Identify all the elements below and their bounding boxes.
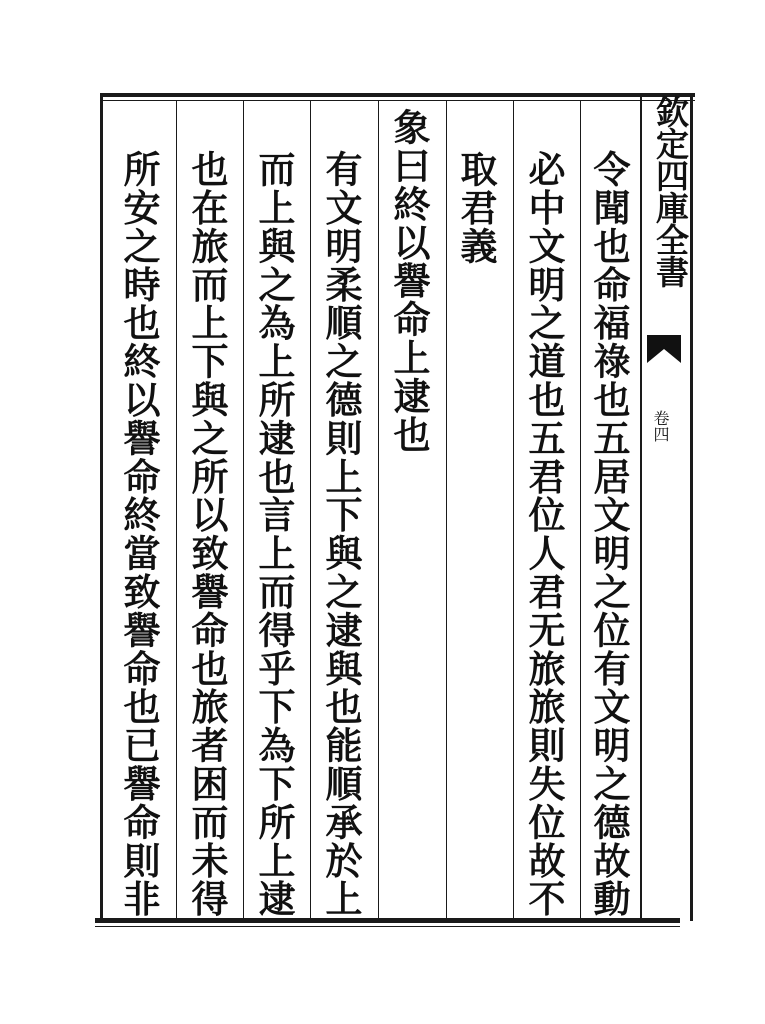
fishtail-mark <box>647 335 681 363</box>
top-border <box>100 93 695 97</box>
text-column: 必中文明之道也五君位人君无旅旅則失位故不 <box>522 150 566 918</box>
column-divider <box>513 100 514 918</box>
right-border <box>690 95 693 921</box>
volume-label: 卷四 <box>651 410 670 442</box>
bottom-border <box>95 918 680 923</box>
column-divider <box>446 100 447 918</box>
left-border <box>100 95 103 921</box>
text-column: 取君義 <box>454 150 498 266</box>
center-fold-line <box>640 95 642 921</box>
column-divider <box>378 100 379 918</box>
column-divider <box>580 100 581 918</box>
text-column: 所安之時也終以譽命終當致譽命也已譽命則非 <box>117 150 161 918</box>
text-column: 象曰終以譽命上逮也 <box>387 108 431 454</box>
top-border-thin <box>100 100 695 101</box>
text-column: 有文明柔順之德則上下與之逮與也能順承於上 <box>319 150 363 918</box>
book-title: 欽定四庫全書 <box>651 95 690 287</box>
text-column: 而上與之為上所逮也言上而得乎下為下所上逮 <box>252 150 296 918</box>
column-divider <box>243 100 244 918</box>
column-divider <box>310 100 311 918</box>
column-divider <box>176 100 177 918</box>
bottom-border-thin <box>95 926 680 927</box>
text-column: 令聞也命福祿也五居文明之位有文明之德故動 <box>587 150 631 918</box>
text-column: 也在旅而上下與之所以致譽命也旅者困而未得 <box>185 150 229 918</box>
